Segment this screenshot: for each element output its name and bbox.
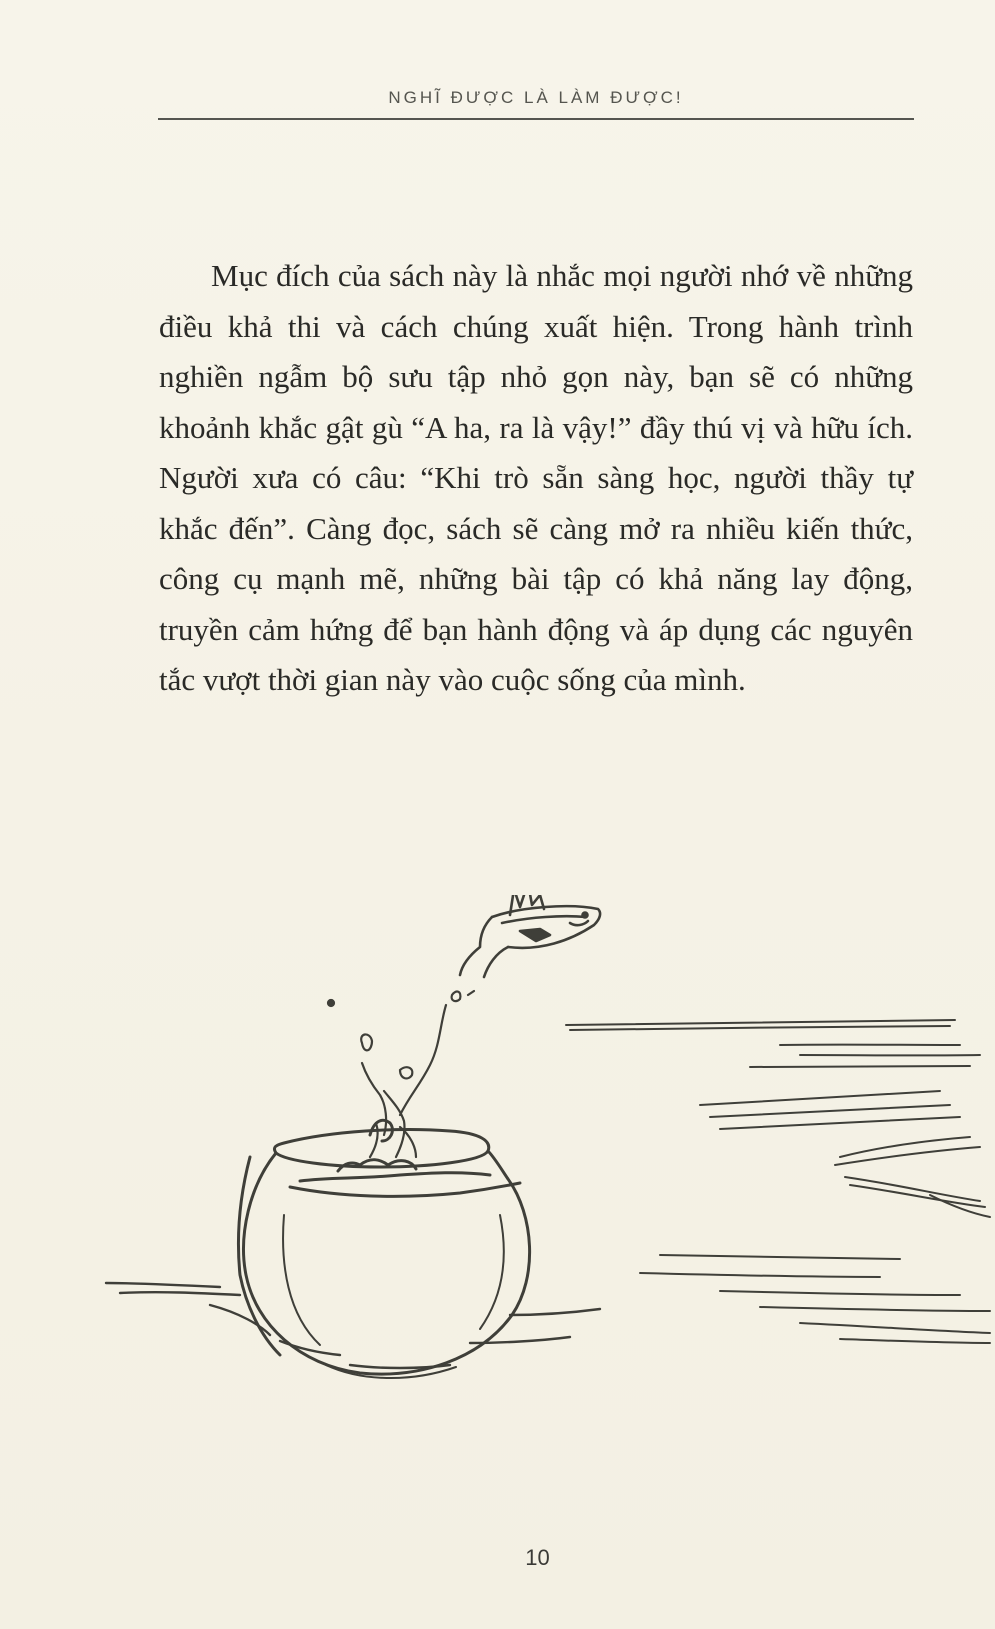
- ground-lines: [106, 1283, 600, 1368]
- page-number: 10: [525, 1545, 550, 1570]
- running-header: NGHĨ ĐƯỢC LÀ LÀM ĐƯỢC!: [388, 88, 684, 107]
- body-paragraph: Mục đích của sách này là nhắc mọi người nhớ về những điều khả thi và cách chúng xuất hiện. Trong hành trình nghiền ngẫm bộ sưu tập nhỏ gọn này, bạn sẽ có những khoảnh khắc gật gù “A ha, ra là vậy!” đầy thú vị và hữu ích. Người xưa có câu: “Khi trò sẵn sàng học, người thầy tự khắc đến”. Càng đọc, sách sẽ càng mở ra nhiều kiến thức, công cụ mạnh mẽ, những bài tập có khả năng lay động, truyền cảm hứng để bạn hành động và áp dụng các nguyên tắc vượt thời gian này vào cuộc sống của mình.: [159, 258, 913, 697]
- sea-waves: [566, 1020, 990, 1343]
- header-rule: [158, 118, 914, 120]
- goldfish-jumping-from-bowl-to-sea-icon: [100, 895, 995, 1425]
- fishbowl: [238, 1120, 529, 1378]
- jumping-fish: [460, 895, 600, 977]
